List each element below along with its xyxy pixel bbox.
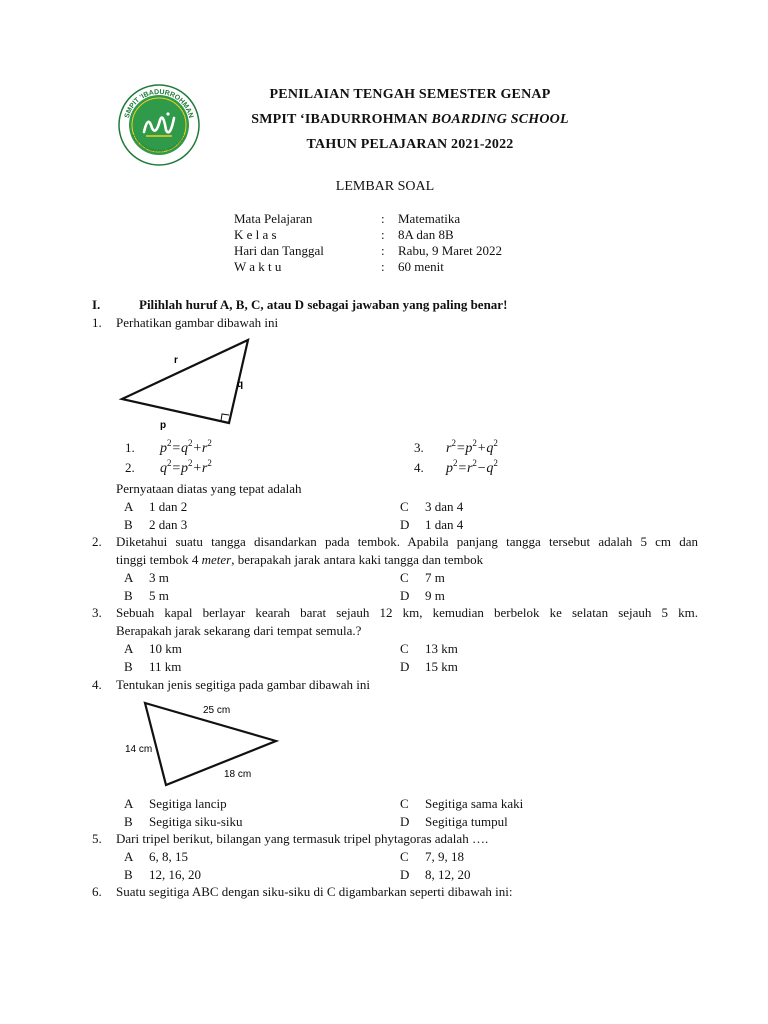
option-text: 12, 16, 20 bbox=[149, 867, 201, 882]
obtuse-triangle-figure bbox=[118, 697, 293, 789]
statement-equation bbox=[446, 438, 498, 457]
info-colon: : bbox=[381, 227, 385, 242]
statement-equation bbox=[160, 458, 212, 477]
question-text-cont bbox=[116, 552, 483, 568]
option-letter: C bbox=[400, 499, 409, 514]
eq-term: p bbox=[446, 461, 453, 476]
eq-operator: + bbox=[192, 441, 202, 456]
eq-term: q bbox=[486, 441, 494, 456]
question-prompt: Pernyataan diatas yang tepat adalah bbox=[116, 481, 302, 496]
option-text: 3 dan 4 bbox=[425, 499, 464, 514]
statement-number: 4. bbox=[414, 460, 424, 475]
eq-exponent: 2 bbox=[207, 438, 212, 448]
question-text: Dari tripel berikut, bilangan yang termasuk tripel phytagoras adalah …. bbox=[116, 831, 489, 846]
exam-title: PENILAIAN TENGAH SEMESTER GENAP bbox=[269, 87, 551, 102]
info-value-time: 60 menit bbox=[398, 259, 444, 274]
option-letter: D bbox=[400, 867, 410, 882]
option-text: 7 m bbox=[425, 570, 445, 585]
school-name bbox=[160, 112, 660, 128]
info-label-subject: Mata Pelajaran bbox=[234, 211, 313, 226]
info-value-class: 8A dan 8B bbox=[398, 227, 454, 242]
info-colon: : bbox=[381, 211, 385, 226]
option-letter: A bbox=[124, 641, 134, 656]
option-text: 2 dan 3 bbox=[149, 517, 188, 532]
eq-exponent: 2 bbox=[472, 458, 477, 468]
question-number: 5. bbox=[92, 831, 102, 846]
question-number: 6. bbox=[92, 884, 102, 899]
question-text: Suatu segitiga ABC dengan siku-siku di C digambarkan seperti dibawah ini: bbox=[116, 884, 513, 899]
question-number: 3. bbox=[92, 605, 102, 620]
eq-term: q bbox=[160, 461, 167, 476]
question-text: Sebuah kapal berlayar kearah barat sejauh 12 km, kemudian berbelok ke selatan sejauh 5 km. bbox=[116, 605, 698, 620]
option-text: 9 m bbox=[425, 588, 445, 603]
side-label-bottom: 18 cm bbox=[224, 769, 252, 780]
option-text: 1 dan 2 bbox=[149, 499, 188, 514]
statement-equation bbox=[160, 438, 212, 457]
option-letter: B bbox=[124, 588, 133, 603]
option-text: 11 km bbox=[149, 659, 182, 674]
info-value-subject: Matematika bbox=[398, 211, 461, 226]
section-instruction: Pilihlah huruf A, B, C, atau D sebagai jawaban yang paling benar! bbox=[139, 297, 508, 312]
side-label-q: q bbox=[237, 379, 244, 390]
eq-exponent: 2 bbox=[493, 458, 498, 468]
eq-exponent: 2 bbox=[167, 438, 172, 448]
option-text: Segitiga lancip bbox=[149, 796, 227, 811]
option-text: 6, 8, 15 bbox=[149, 849, 188, 864]
school-name-main: SMPIT ‘IBADURROHMAN bbox=[251, 112, 432, 127]
option-letter: A bbox=[124, 796, 134, 811]
option-text: 13 km bbox=[425, 641, 458, 656]
info-label-date: Hari dan Tanggal bbox=[234, 243, 324, 258]
question-text: Tentukan jenis segitiga pada gambar dibawah ini bbox=[116, 677, 370, 692]
option-letter: D bbox=[400, 517, 410, 532]
option-text: 10 km bbox=[149, 641, 182, 656]
eq-operator: + bbox=[192, 461, 202, 476]
triangle-shape bbox=[122, 340, 248, 423]
option-text: Segitiga siku-siku bbox=[149, 814, 243, 829]
sheet-title: LEMBAR SOAL bbox=[335, 179, 435, 194]
option-letter: B bbox=[124, 814, 133, 829]
eq-operator: + bbox=[476, 441, 487, 456]
eq-term: r bbox=[201, 441, 208, 456]
info-value-date: Rabu, 9 Maret 2022 bbox=[398, 243, 502, 258]
info-colon: : bbox=[381, 259, 385, 274]
question-text: Diketahui suatu tangga disandarkan pada tembok. Apabila panjang tangga tersebut adalah 5 cm dan bbox=[116, 534, 698, 549]
option-letter: B bbox=[124, 867, 133, 882]
eq-exponent: 2 bbox=[187, 458, 193, 468]
option-letter: D bbox=[400, 814, 410, 829]
option-letter: C bbox=[400, 849, 409, 864]
logo-subtext: KOTA TASIKMALAYA - JAWA BARAT bbox=[131, 133, 187, 154]
option-text: 15 km bbox=[425, 659, 458, 674]
right-triangle-figure bbox=[116, 336, 256, 434]
eq-exponent: 2 bbox=[187, 438, 193, 448]
eq-operator: = bbox=[171, 461, 181, 476]
option-letter: C bbox=[400, 641, 409, 656]
eq-term: r bbox=[446, 441, 452, 456]
eq-exponent: 2 bbox=[453, 458, 458, 468]
section-number: I. bbox=[92, 297, 101, 312]
eq-operator: = bbox=[457, 461, 467, 476]
eq-term: p bbox=[160, 441, 167, 456]
right-angle-marker bbox=[221, 414, 229, 421]
side-label-p: p bbox=[160, 420, 167, 431]
option-letter: A bbox=[124, 570, 134, 585]
question-text-cont: Berapakah jarak sekarang dari tempat semula.? bbox=[116, 623, 362, 638]
academic-year: TAHUN PELAJARAN 2021-2022 bbox=[306, 137, 514, 152]
statement-number: 1. bbox=[125, 440, 135, 455]
eq-exponent: 2 bbox=[167, 458, 172, 468]
eq-operator: = bbox=[171, 441, 181, 456]
option-text: 1 dan 4 bbox=[425, 517, 464, 532]
question-text: Perhatikan gambar dibawah ini bbox=[116, 315, 279, 330]
option-letter: C bbox=[400, 796, 409, 811]
side-label-r: r bbox=[174, 355, 178, 366]
question-number: 4. bbox=[92, 677, 102, 692]
eq-term: r bbox=[201, 461, 208, 476]
side-label-left: 14 cm bbox=[125, 744, 153, 755]
option-text: 5 m bbox=[149, 588, 169, 603]
option-text: 7, 9, 18 bbox=[425, 849, 464, 864]
statement-equation bbox=[446, 458, 498, 477]
unit-text: meter bbox=[201, 552, 232, 567]
eq-operator: − bbox=[476, 461, 487, 476]
question-number: 1. bbox=[92, 315, 102, 330]
eq-exponent: 2 bbox=[472, 438, 477, 448]
option-letter: B bbox=[124, 517, 133, 532]
eq-term: r bbox=[466, 461, 473, 476]
option-letter: A bbox=[124, 499, 134, 514]
option-text: Segitiga sama kaki bbox=[425, 796, 524, 811]
eq-term: p bbox=[465, 441, 473, 456]
option-letter: A bbox=[124, 849, 134, 864]
info-label-class: K e l a s bbox=[234, 227, 277, 242]
side-label-top: 25 cm bbox=[203, 705, 231, 716]
eq-exponent: 2 bbox=[493, 438, 498, 448]
statement-number: 2. bbox=[125, 460, 135, 475]
option-text: Segitiga tumpul bbox=[425, 814, 508, 829]
text-segment: tinggi tembok 4 bbox=[116, 552, 202, 567]
option-letter: D bbox=[400, 659, 410, 674]
option-letter: D bbox=[400, 588, 410, 603]
eq-term: q bbox=[180, 441, 188, 456]
logo-text: SMPIT 'IBADURROHMAN bbox=[123, 88, 195, 119]
option-text: 3 m bbox=[149, 570, 169, 585]
eq-term: p bbox=[180, 461, 188, 476]
option-letter: B bbox=[124, 659, 133, 674]
eq-operator: = bbox=[455, 441, 466, 456]
eq-exponent: 2 bbox=[451, 438, 456, 448]
eq-term: q bbox=[486, 461, 494, 476]
school-name-italic: BOARDING SCHOOL bbox=[431, 112, 569, 127]
info-label-time: W a k t u bbox=[234, 259, 282, 274]
option-letter: C bbox=[400, 570, 409, 585]
option-text: 8, 12, 20 bbox=[425, 867, 471, 882]
eq-exponent: 2 bbox=[207, 458, 212, 468]
statement-number: 3. bbox=[414, 440, 424, 455]
question-number: 2. bbox=[92, 534, 102, 549]
text-segment: , berapakah jarak antara kaki tangga dan tembok bbox=[231, 552, 484, 567]
info-colon: : bbox=[381, 243, 385, 258]
